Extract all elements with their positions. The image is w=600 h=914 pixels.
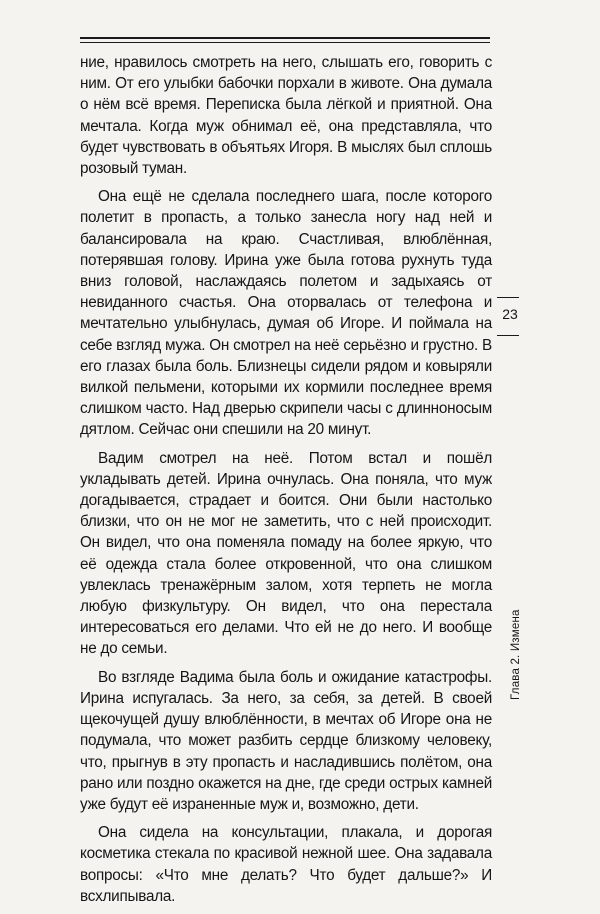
- paragraph: Она ещё не сделала последнего шага, после которого полетит в пропасть, а только занесла ногу над ней и балансировала на краю. Счастливая, влюблённая, потерявшая голову. Ирина уже была готова рухнуть туда вниз головой, наслаждаясь полетом и задыхаясь от невиданного счастья. Она оторвалась от телефона и мечтательно улыбнулась, думая об Игоре. И поймала на себе взгляд мужа. Он смотрел на неё серьёзно и грустно. В его глазах была боль. Близнецы сидели рядом и ковыряли вилкой пельмени, которыми их кормили последнее время слишком часто. Над дверью скрипели часы с длинноносым дятлом. Сейчас они спешили на 20 минут.: [80, 188, 492, 439]
- page-number: 23: [502, 306, 518, 322]
- paragraph: ние, нравилось смотреть на него, слышать его, говорить с ним. От его улыбки бабочки порхали в животе. Она думала о нём всё время. Переписка была лёгкой и приятной. Она мечтала. Когда муж обнимал её, она представляла, что будет чувствовать в объятьях Игоря. В мыслях был сплошь розовый туман.: [80, 54, 492, 178]
- chapter-title: Глава 2. Измена: [510, 609, 522, 700]
- header-rule-thin: [80, 42, 490, 43]
- page-number-rule-bottom: [497, 335, 519, 336]
- body-text: [80, 52, 492, 914]
- paragraph: Она сидела на консультации, плакала, и дорогая косметика стекала по красивой нежной шее. Она задавала вопросы: «Что мне делать? Что будет дальше?» И всхлипывала.: [80, 824, 492, 905]
- paragraph: Во взгляде Вадима была боль и ожидание катастрофы. Ирина испугалась. За него, за себя, за детей. В своей щекочущей душу влюблённости, в мечтах об Игоре она не подумала, что может разбить сердце близкому человеку, что, прыгнув в эту пропасть и насладившись полётом, она рано или поздно окажется на дне, где среди острых камней уже будут её израненные муж и, возможно, дети.: [80, 668, 492, 813]
- paragraph: Вадим смотрел на неё. Потом встал и пошёл укладывать детей. Ирина очнулась. Она поняла, что муж догадывается, страдает и боится. Они были настолько близки, что он не мог не заметить, что с ней происходит. Он видел, что она поменяла помаду на более яркую, что её одежда стала более откровенной, что она слишком увлеклась тренажёрным залом, хотя терпеть не могла любую физкультуру. Он видел, что она перестала интересоваться его делами. Что ей не до него. И вообще не до семьи.: [80, 449, 492, 658]
- header-rule-thick: [80, 37, 490, 39]
- page-number-rule-top: [497, 297, 519, 298]
